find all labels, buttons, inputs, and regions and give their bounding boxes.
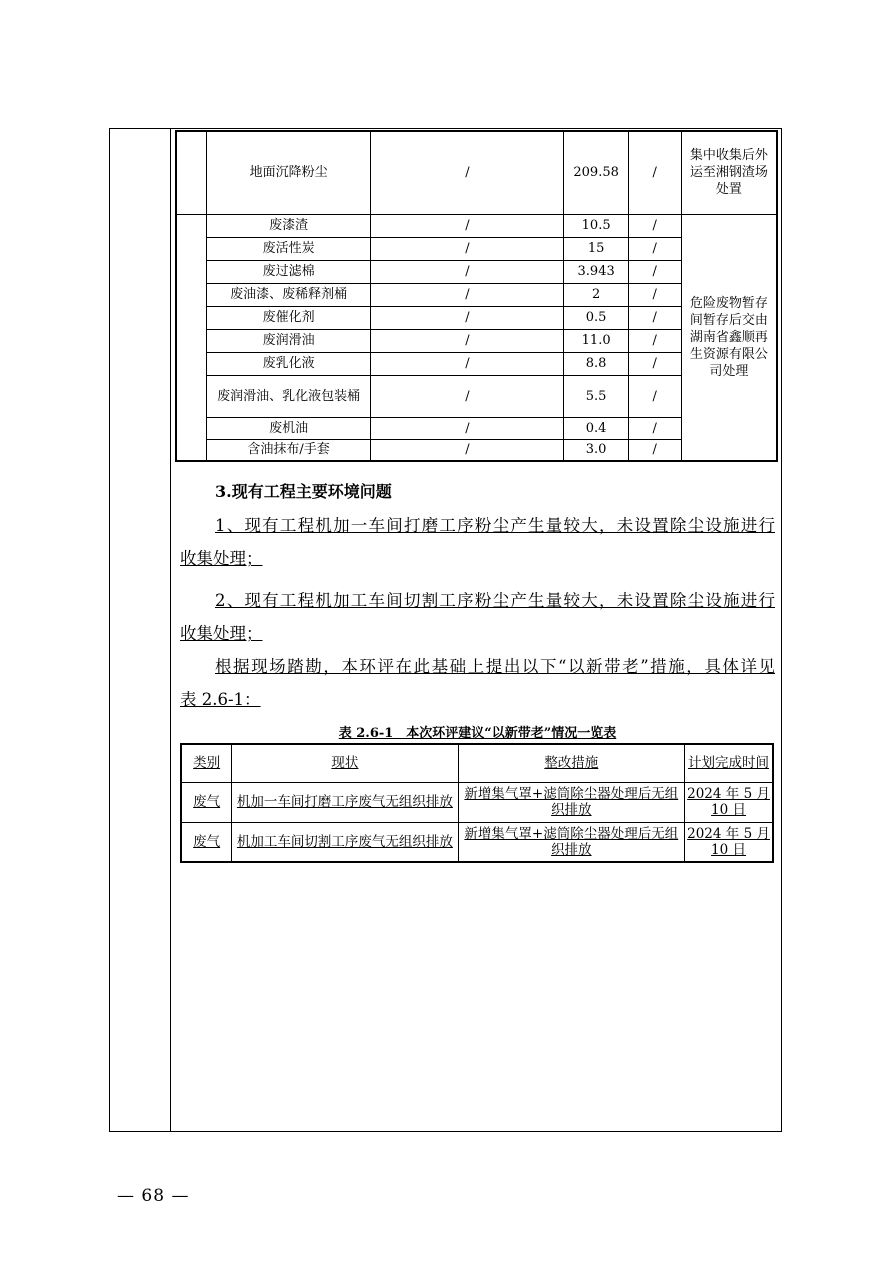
cell: / xyxy=(628,375,681,417)
status-cell: 机加一车间打磨工序废气无组织排放 xyxy=(232,782,458,822)
waste-name: 废润滑油、乳化液包装桶 xyxy=(206,375,371,417)
cell: / xyxy=(628,439,681,461)
cell: / xyxy=(371,283,564,306)
cell: / xyxy=(628,352,681,375)
cell: / xyxy=(628,237,681,260)
waste-amount: 209.58 xyxy=(564,131,628,214)
cell: / xyxy=(371,214,564,237)
waste-name: 废油漆、废稀释剂桶 xyxy=(206,283,371,306)
cell: / xyxy=(371,439,564,461)
page-number: — 68 — xyxy=(117,1186,190,1206)
hazardous-disposal-method: 危险废物暂存间暂存后交由湖南省鑫顺再生资源有限公司处理 xyxy=(681,214,777,461)
table-row xyxy=(176,214,777,237)
measure-cell: 新增集气罩+滤筒除尘器处理后无组织排放 xyxy=(458,822,685,862)
paragraph-3 xyxy=(180,650,775,716)
paragraph-line: 表 2.6-1： xyxy=(180,690,261,709)
waste-name: 废漆渣 xyxy=(206,214,371,237)
cell: / xyxy=(371,306,564,329)
waste-amount: 0.5 xyxy=(564,306,628,329)
column-header: 类别 xyxy=(181,744,232,782)
category-cell: 废气 xyxy=(181,822,232,862)
table-row xyxy=(181,822,773,862)
waste-name: 废活性炭 xyxy=(206,237,371,260)
cell: / xyxy=(628,260,681,283)
paragraph-line: 收集处理； xyxy=(180,624,263,643)
table-header-row xyxy=(181,744,773,782)
waste-name: 废催化剂 xyxy=(206,306,371,329)
paragraph-2 xyxy=(180,584,775,650)
cell: / xyxy=(628,283,681,306)
cell: / xyxy=(628,306,681,329)
paragraph-line: 2、现有工程机加工车间切割工序粉尘产生量较大，未设置除尘设施进行 xyxy=(215,591,775,610)
category-cell: 废气 xyxy=(181,782,232,822)
cell: / xyxy=(371,352,564,375)
waste-name: 废润滑油 xyxy=(206,329,371,352)
waste-amount: 5.5 xyxy=(564,375,628,417)
waste-amount: 11.0 xyxy=(564,329,628,352)
paragraph-line: 1、现有工程机加一车间打磨工序粉尘产生量较大，未设置除尘设施进行 xyxy=(215,516,775,535)
column-header: 整改措施 xyxy=(458,744,685,782)
waste-amount: 10.5 xyxy=(564,214,628,237)
waste-name: 废机油 xyxy=(206,417,371,439)
cell: / xyxy=(371,329,564,352)
paragraph-line: 根据现场踏勘，本环评在此基础上提出以下“以新带老”措施，具体详见 xyxy=(215,657,775,676)
table-row xyxy=(176,131,777,214)
blank-cell xyxy=(176,131,206,214)
cell: / xyxy=(371,260,564,283)
completion-date-cell: 2024 年 5 月 10 日 xyxy=(685,822,773,862)
waste-name: 废乳化液 xyxy=(206,352,371,375)
status-cell: 机加工车间切割工序废气无组织排放 xyxy=(232,822,458,862)
section-title: 3.现有工程主要环境问题 xyxy=(215,482,392,501)
waste-amount: 15 xyxy=(564,237,628,260)
blank-cell xyxy=(176,214,206,461)
completion-date-cell: 2024 年 5 月 10 日 xyxy=(685,782,773,822)
paragraph-line: 收集处理； xyxy=(180,549,263,568)
measure-cell: 新增集气罩+滤筒除尘器处理后无组织排放 xyxy=(458,782,685,822)
solid-waste-table xyxy=(175,130,778,462)
waste-amount: 2 xyxy=(564,283,628,306)
table-caption: 表 2.6-1 本次环评建议“以新带老”情况一览表 xyxy=(338,726,617,741)
waste-name: 废过滤棉 xyxy=(206,260,371,283)
cell: / xyxy=(371,375,564,417)
cell: / xyxy=(628,214,681,237)
paragraph-1 xyxy=(180,509,775,575)
cell: / xyxy=(371,417,564,439)
column-header: 计划完成时间 xyxy=(685,744,773,782)
table-row xyxy=(181,782,773,822)
disposal-method: 集中收集后外运至湘钢渣场处置 xyxy=(681,131,777,214)
cell: / xyxy=(628,329,681,352)
cell: / xyxy=(628,131,681,214)
waste-amount: 8.8 xyxy=(564,352,628,375)
waste-amount: 3.943 xyxy=(564,260,628,283)
column-header: 现状 xyxy=(232,744,458,782)
cell: / xyxy=(371,237,564,260)
measures-table xyxy=(180,743,774,863)
frame-divider xyxy=(170,128,171,1132)
cell: / xyxy=(371,131,564,214)
waste-name: 地面沉降粉尘 xyxy=(206,131,371,214)
waste-name: 含油抹布/手套 xyxy=(206,439,371,461)
waste-amount: 0.4 xyxy=(564,417,628,439)
cell: / xyxy=(628,417,681,439)
waste-amount: 3.0 xyxy=(564,439,628,461)
